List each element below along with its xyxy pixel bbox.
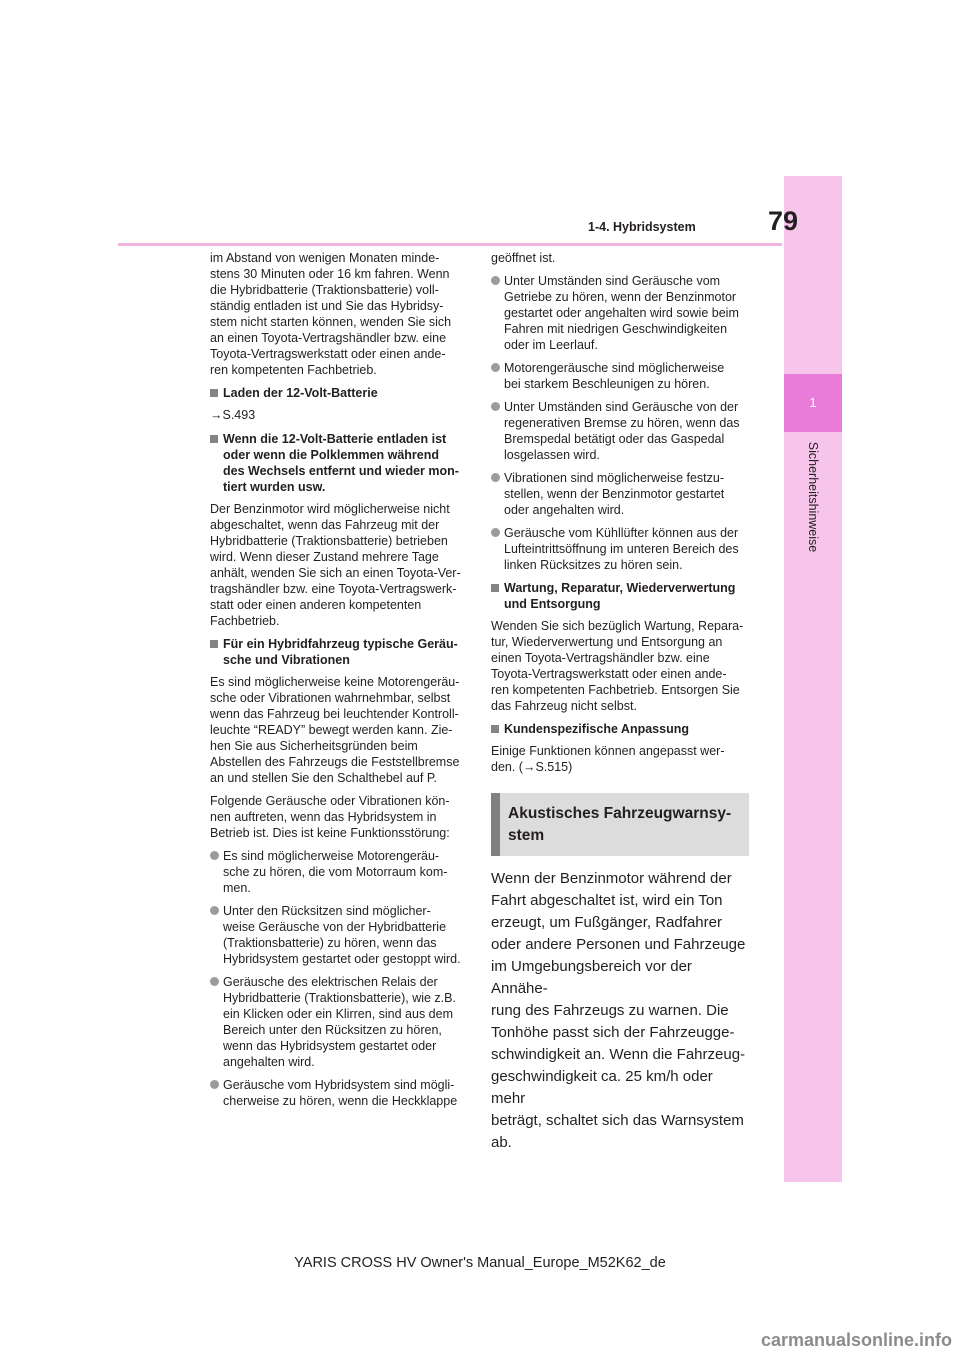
circle-bullet-icon [210, 906, 219, 915]
section-heading: Akustisches Fahrzeugwarnsy- stem [508, 805, 732, 844]
paragraph [491, 618, 749, 714]
list-item-text: Es sind möglicherweise Motorengeräu- sche zu hören, die vom Motorraum kom- men. [223, 849, 448, 895]
square-bullet-icon [210, 389, 218, 397]
circle-bullet-icon [491, 276, 500, 285]
sub-heading-text: Für ein Hybridfahrzeug typische Geräu- sche und Vibrationen [223, 637, 458, 667]
list-item-text: Unter den Rücksitzen sind möglicher- weise Geräusche von der Hybridbatterie (Traktionsbatterie) zu hören, wenn das Hybridsystem gestartet oder gestoppt wird. [223, 904, 461, 966]
paragraph [491, 250, 749, 266]
paragraph-text: Es sind möglicherweise keine Motorengeräu- sche oder Vibrationen wahrnehmbar, selbst wenn das Fahrzeug bei leuchtender Kontroll- leuchte “READY” bewegt werden kann. Zie- hen Sie aus Sicherheitsgründen beim Abstellen des Fahrzeugs die Feststellbremse an und stellen Sie den Schalthebel auf P. [210, 675, 460, 785]
circle-bullet-icon [210, 851, 219, 860]
list-item-text: Motorengeräusche sind möglicherweise bei starkem Beschleunigen zu hören. [504, 361, 725, 391]
sub-heading-text: Laden der 12-Volt-Batterie [223, 386, 378, 400]
paragraph [210, 793, 468, 841]
list-item [210, 848, 468, 896]
list-item [491, 360, 749, 392]
footer-text: YARIS CROSS HV Owner's Manual_Europe_M52K62_de [294, 1255, 666, 1271]
list-item [491, 525, 749, 573]
sub-heading [210, 636, 468, 668]
side-tab-strip [784, 176, 842, 1182]
list-item [210, 1077, 468, 1109]
sub-heading-text: Wartung, Reparatur, Wiederverwertung und Entsorgung [504, 581, 736, 611]
circle-bullet-icon [491, 363, 500, 372]
sub-heading [491, 580, 749, 612]
page-reference-text: →S.493 [210, 408, 256, 422]
square-bullet-icon [210, 435, 218, 443]
sub-heading-text: Wenn die 12-Volt-Batterie entladen ist oder wenn die Polklemmen während des Wechsels entfernt und wieder mon- tiert wurden usw. [223, 432, 459, 494]
circle-bullet-icon [210, 1080, 219, 1089]
list-item-text: Geräusche vom Kühllüfter können aus der Lufteintrittsöffnung im unteren Bereich des linken Rücksitzes zu hören sein. [504, 526, 739, 572]
list-item [491, 399, 749, 463]
right-column [491, 250, 749, 1154]
list-item [210, 903, 468, 967]
list-item-text: Unter Umständen sind Geräusche vom Getriebe zu hören, wenn der Benzinmotor gestartet oder angehalten wird sowie beim Fahren mit niedrigen Geschwindigkeiten oder im Leerlauf. [504, 274, 739, 352]
section-body [491, 868, 749, 1154]
list-item-text: Geräusche des elektrischen Relais der Hybridbatterie (Traktionsbatterie), wie z.B. ein Klicken oder ein Klirren, sind aus dem Bereich unter den Rücksitzen zu hören, wenn das Hybridsystem gestartet oder angehalten wird. [223, 975, 456, 1069]
sub-heading [210, 431, 468, 495]
paragraph [210, 501, 468, 629]
circle-bullet-icon [491, 473, 500, 482]
paragraph [491, 743, 749, 775]
square-bullet-icon [491, 584, 499, 592]
page-reference [210, 407, 468, 423]
list-item-text: Unter Umständen sind Geräusche von der regenerativen Bremse zu hören, wenn das Bremspedal betätigt oder das Gaspedal losgelassen wird. [504, 400, 740, 462]
side-tab-label: Sicherheitshinweise [806, 441, 820, 553]
paragraph-text: im Abstand von wenigen Monaten minde- stens 30 Minuten oder 16 km fahren. Wenn die Hybridbatterie (Traktionsbatterie) voll- ständig entladen ist und Sie das Hybridsy- stem nicht starten können, wenden Sie sich an einen Toyota-Vertragshändler bzw. eine Toyota-Vertragswerkstatt oder einen ande- ren kompetenten Fachbetrieb. [210, 251, 452, 377]
section-body-text: Wenn der Benzinmotor während der Fahrt abgeschaltet ist, wird ein Ton erzeugt, um Fußgänger, Radfahrer oder andere Personen und Fahrzeuge im Umgebungsbereich vor der Annähe- rung des Fahrzeugs zu warnen. Die Tonhöhe passt sich der Fahrzeugge- schwindigkeit an. Wenn die Fahrzeug- geschwindigkeit ca. 25 km/h oder mehr beträgt, schaltet sich das Warnsystem ab. [491, 870, 746, 1151]
page-number: 79 [768, 206, 799, 236]
paragraph-text: geöffnet ist. [491, 251, 556, 265]
paragraph-text: Folgende Geräusche oder Vibrationen kön- nen auftreten, wenn das Hybridsystem in Betrieb ist. Dies ist keine Funktionsstörung: [210, 794, 450, 840]
paragraph [210, 674, 468, 786]
circle-bullet-icon [210, 977, 219, 986]
sub-heading [210, 385, 468, 401]
circle-bullet-icon [491, 402, 500, 411]
paragraph-text: Wenden Sie sich bezüglich Wartung, Repara- tur, Wiederverwertung und Entsorgung an einen Toyota-Vertragshändler bzw. eine Toyota-Vertragswerkstatt oder einen ande- ren kompetenten Fachbetrieb. Entsorgen Sie das Fahrzeug nicht selbst. [491, 619, 744, 713]
section-heading-box [491, 793, 749, 856]
paragraph [210, 250, 468, 378]
list-item-text: Geräusche vom Hybridsystem sind mögli- cherweise zu hören, wenn die Heckklappe [223, 1078, 458, 1108]
section-title: 1-4. Hybridsystem [588, 220, 696, 234]
header-divider [118, 243, 782, 246]
square-bullet-icon [210, 640, 218, 648]
sub-heading-text: Kundenspezifische Anpassung [504, 722, 689, 736]
side-tab-number: 1 [809, 395, 817, 410]
paragraph-text: Der Benzinmotor wird möglicherweise nicht abgeschaltet, wenn das Fahrzeug mit der Hybridbatterie (Traktionsbatterie) betrieben wird. Wenn dieser Zustand mehrere Tage anhält, wenden Sie sich an einen Toyota-Ver- tragshändler bzw. eine Toyota-Vertragswerk- statt oder einen anderen kompetenten Fachbetrieb. [210, 502, 461, 628]
watermark: carmanualsonline.info [760, 1330, 952, 1350]
square-bullet-icon [491, 725, 499, 733]
list-item-text: Vibrationen sind möglicherweise festzu- stellen, wenn der Benzinmotor gestartet oder angehalten wird. [504, 471, 725, 517]
sub-heading [491, 721, 749, 737]
list-item [491, 470, 749, 518]
list-item [210, 974, 468, 1070]
left-column [210, 250, 468, 1116]
list-item [491, 273, 749, 353]
paragraph-text: Einige Funktionen können angepasst wer- den. (→S.515) [491, 744, 725, 774]
circle-bullet-icon [491, 528, 500, 537]
